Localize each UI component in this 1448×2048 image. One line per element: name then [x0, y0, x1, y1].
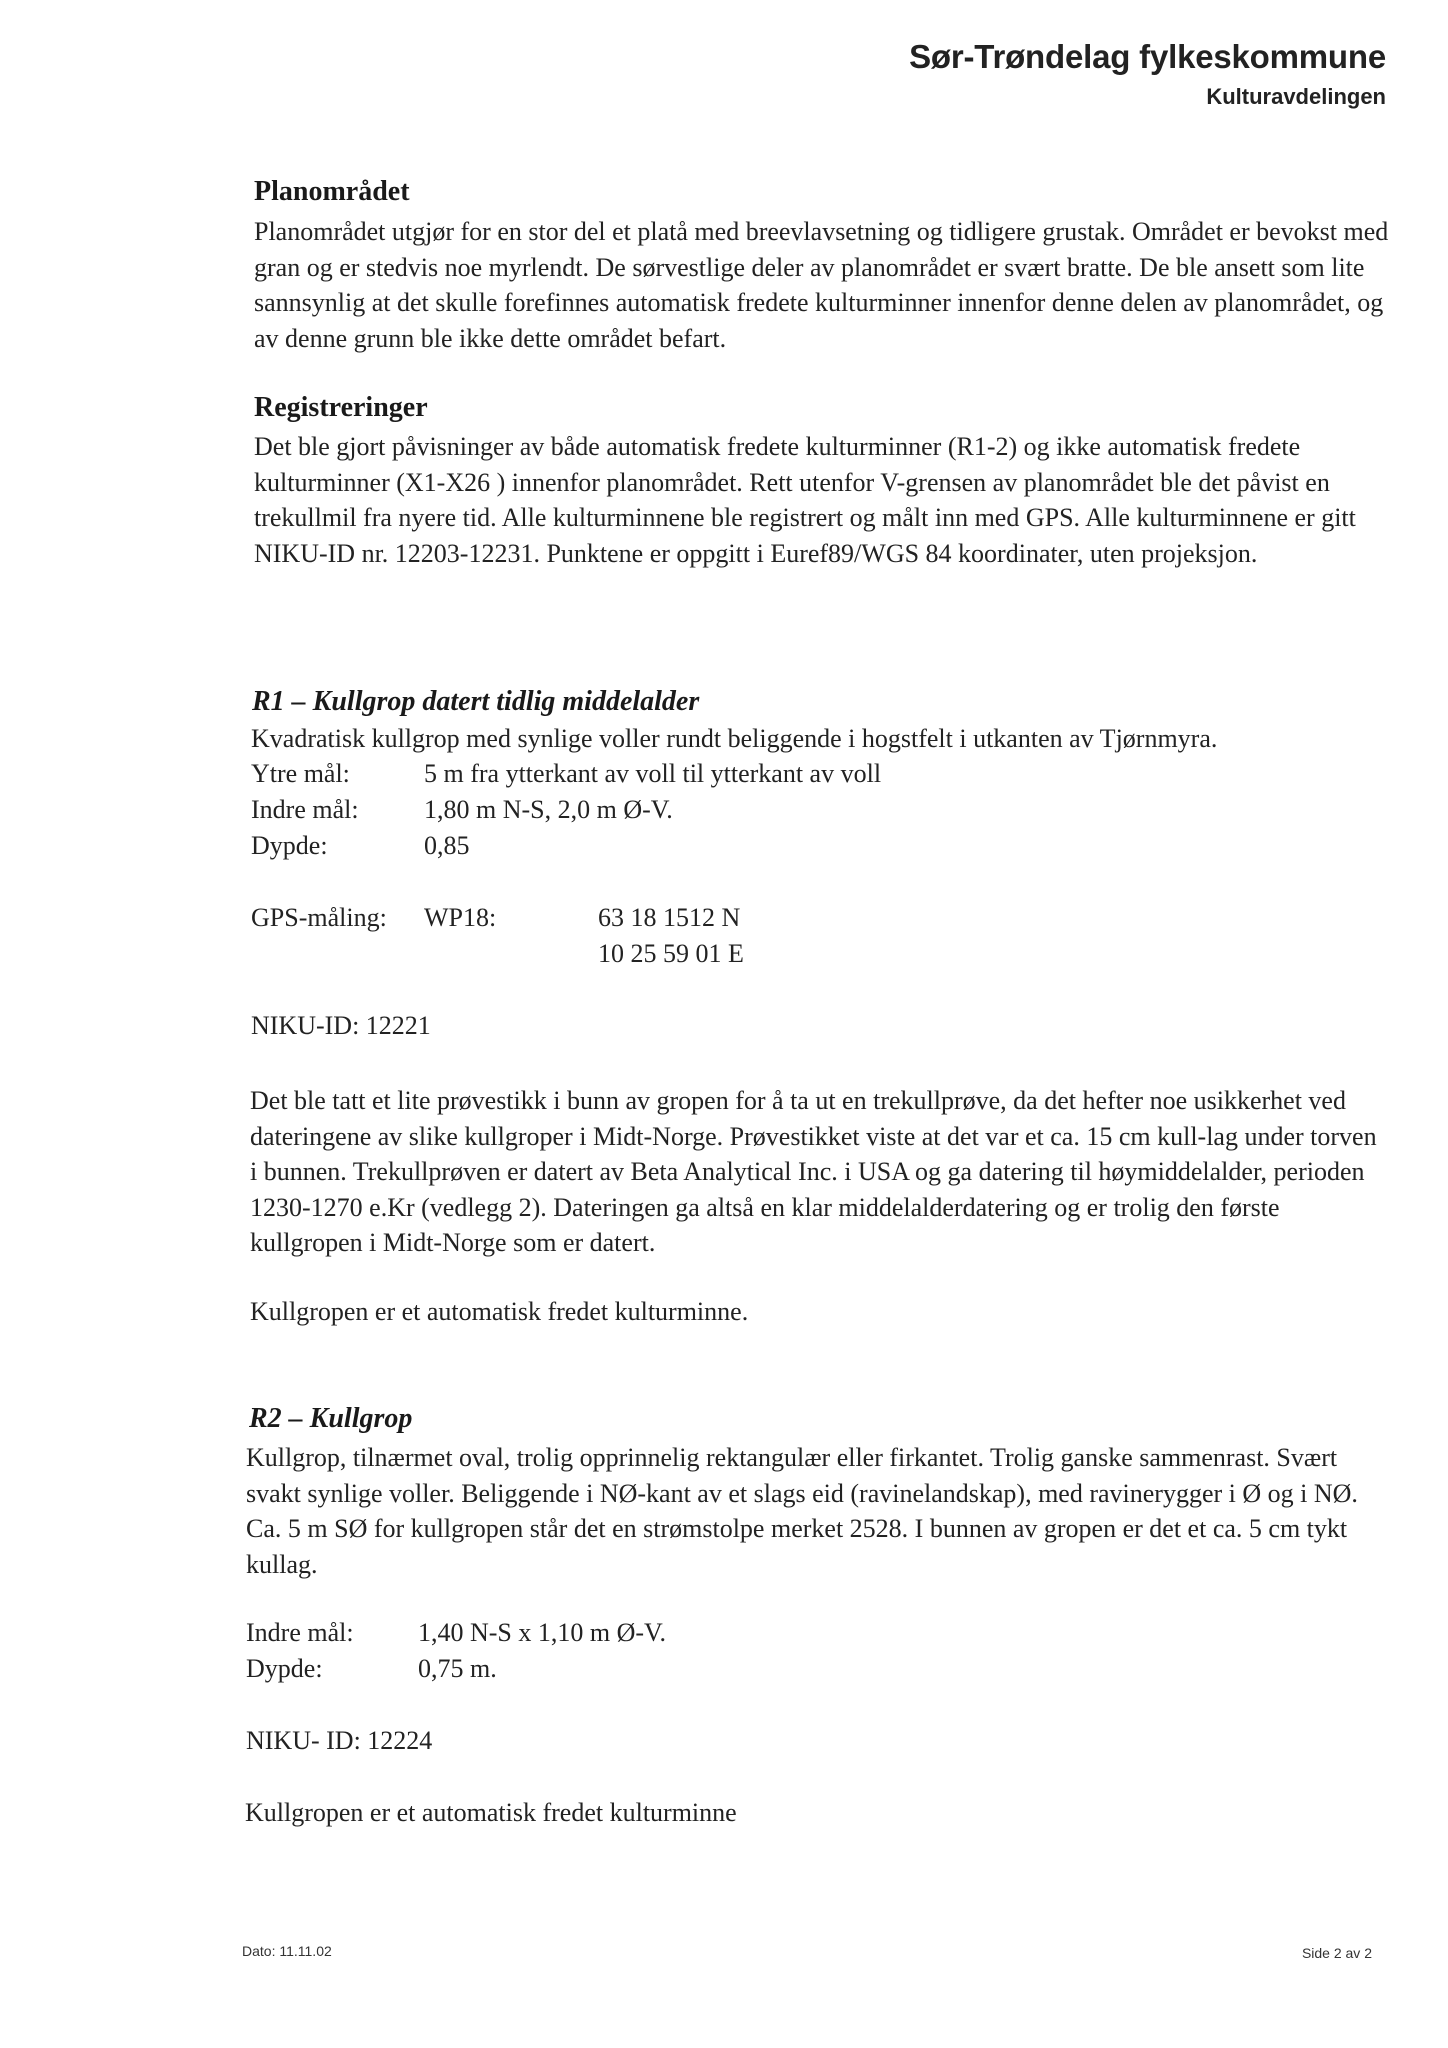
- r1-dypde-value: 0,85: [424, 831, 470, 860]
- r1-heading: R1 – Kullgrop datert tidlig middelalder: [252, 686, 700, 717]
- footer-date: Dato: 11.11.02: [242, 1943, 332, 1959]
- section-heading-planomradet: Planområdet: [254, 176, 410, 207]
- r1-dypde-label: Dypde:: [251, 831, 328, 860]
- r1-indre-value: 1,80 m N-S, 2,0 m Ø-V.: [424, 795, 673, 824]
- r1-description: Kvadratisk kullgrop med synlige voller rundt beliggende i hogstfelt i utkanten av Tjørnmyra.: [251, 724, 1218, 753]
- r2-heading: R2 – Kullgrop: [249, 1403, 413, 1434]
- r2-dypde-label: Dypde:: [246, 1654, 323, 1683]
- r1-niku-id: NIKU-ID: 12221: [251, 1011, 431, 1040]
- r1-gps-label: GPS-måling:: [251, 903, 387, 932]
- r1-gps-waypoint: WP18:: [424, 903, 497, 932]
- r2-description: Kullgrop, tilnærmet oval, trolig opprinnelig rektangulær eller firkantet. Trolig ganske sammenrast. Svært svakt synlige voller. Beliggende i NØ-kant av et slags eid (ravinelandskap), med ravinerygger i Ø og i NØ. Ca. 5 m SØ for kullgropen står det en strømstolpe merket 2528. I bunnen av gropen er det et ca. 5 cm tykt kullag.: [246, 1443, 1358, 1579]
- r2-indre-label: Indre mål:: [246, 1618, 354, 1647]
- organization-name: Sør-Trøndelag fylkeskommune: [909, 38, 1386, 75]
- r2-status: Kullgropen er et automatisk fredet kulturminne: [245, 1798, 737, 1827]
- department-name: Kulturavdelingen: [1206, 84, 1386, 109]
- r2-dypde-value: 0,75 m.: [418, 1654, 497, 1683]
- r1-status: Kullgropen er et automatisk fredet kulturminne.: [250, 1297, 749, 1326]
- planomradet-text: Planområdet utgjør for en stor del et platå med breevlavsetning og tidligere grustak. Området er bevokst med gran og er stedvis noe myrlendt. De sørvestlige deler av planområdet er svært bratte. De ble ansett som lite sannsynlig at det skulle forefinnes automatisk fredete kulturminner innenfor denne delen av planområdet, og av denne grunn ble ikke dette området befart.: [254, 217, 1389, 353]
- r1-indre-label: Indre mål:: [251, 795, 359, 824]
- r1-gps-north: 63 18 1512 N: [598, 903, 741, 932]
- footer-page-number: Side 2 av 2: [1301, 1945, 1372, 1961]
- registreringer-text: Det ble gjort påvisninger av både automatisk fredete kulturminner (R1-2) og ikke automatisk fredete kulturminner (X1-X26 ) innenfor planområdet. Rett utenfor V-grensen av planområdet ble det påvist en trekullmil fra nyere tid. Alle kulturminnene ble registrert og målt inn med GPS. Alle kulturminnene er gitt NIKU-ID nr. 12203-12231. Punktene er oppgitt i Euref89/WGS 84 koordinater, uten projeksjon.: [254, 432, 1356, 568]
- r1-paragraph: Det ble tatt et lite prøvestikk i bunn av gropen for å ta ut en trekullprøve, da det hefter noe usikkerhet ved dateringene av slike kullgroper i Midt-Norge. Prøvestikket viste at det var et ca. 15 cm kull-lag under torven i bunnen. Trekullprøven er datert av Beta Analytical Inc. i USA og ga datering til høymiddelalder, perioden 1230-1270 e.Kr (vedlegg 2). Dateringen ga altså en klar middelalderdatering og er trolig den første kullgropen i Midt-Norge som er datert.: [250, 1086, 1377, 1257]
- r1-gps-east: 10 25 59 01 E: [598, 939, 744, 968]
- section-heading-registreringer: Registreringer: [254, 392, 428, 423]
- r1-ytre-value: 5 m fra ytterkant av voll til ytterkant av voll: [424, 759, 882, 788]
- r2-indre-value: 1,40 N-S x 1,10 m Ø-V.: [418, 1618, 666, 1647]
- r2-niku-id: NIKU- ID: 12224: [246, 1726, 433, 1755]
- r1-ytre-label: Ytre mål:: [251, 759, 350, 788]
